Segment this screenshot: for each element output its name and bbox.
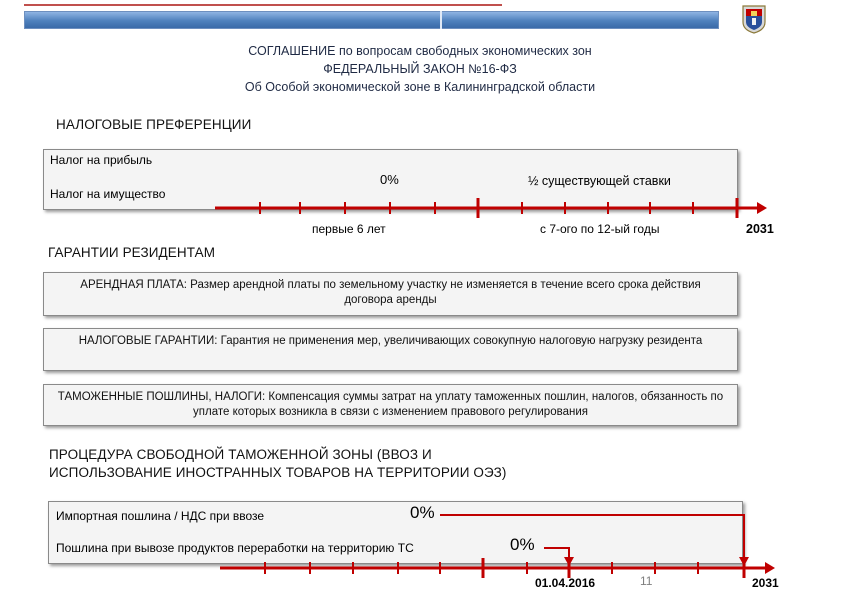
guarantee-customs-label: ТАМОЖЕННЫЕ ПОШЛИНЫ, НАЛОГИ: bbox=[57, 391, 266, 403]
tax-item-property: Налог на имущество bbox=[50, 187, 166, 201]
customs-timeline-arrow bbox=[765, 562, 775, 574]
title-line-3: Об Особой экономической зоне в Калининградской области bbox=[244, 80, 596, 94]
guarantee-tax-label: НАЛОГОВЫЕ ГАРАНТИИ: bbox=[78, 335, 218, 347]
customs-export-label: Пошлина при вывозе продуктов переработки на территорию ТС bbox=[56, 541, 414, 555]
customs-heading-line-2: ИСПОЛЬЗОВАНИЕ ИНОСТРАННЫХ ТОВАРОВ НА ТЕРРИТОРИИ ОЭЗ) bbox=[49, 465, 507, 480]
tax-rate-zero: 0% bbox=[380, 172, 399, 187]
customs-end-year: 2031 bbox=[752, 576, 779, 590]
customs-export-rate: 0% bbox=[510, 535, 535, 554]
customs-import-label: Импортная пошлина / НДС при ввозе bbox=[56, 509, 265, 523]
customs-import-rate: 0% bbox=[410, 503, 435, 522]
tax-end-year: 2031 bbox=[746, 222, 774, 236]
guarantee-rent-text: Размер арендной платы по земельному участку не изменяется в течение всего срока действия договора аренды bbox=[190, 279, 701, 306]
guarantee-customs-text: Компенсация суммы затрат на уплату таможенных пошлин, налогов, обязанность по уплате которых возникла в связи с изменением правового регулирования bbox=[193, 391, 724, 418]
guarantee-rent-label: АРЕНДНАЯ ПЛАТА: bbox=[80, 279, 187, 291]
import-connector-line bbox=[440, 515, 744, 563]
tax-preferences-heading: НАЛОГОВЫЕ ПРЕФЕРЕНЦИИ bbox=[56, 117, 252, 132]
title-line-2: ФЕДЕРАЛЬНЫЙ ЗАКОН №16-ФЗ bbox=[323, 62, 517, 76]
tax-item-profit: Налог на прибыль bbox=[50, 153, 153, 167]
customs-heading-line-1: ПРОЦЕДУРА СВОБОДНОЙ ТАМОЖЕННОЙ ЗОНЫ (ВВОЗ И bbox=[49, 447, 432, 462]
guarantees-heading: ГАРАНТИИ РЕЗИДЕНТАМ bbox=[48, 245, 216, 260]
tax-rate-half: ½ существующей ставки bbox=[528, 174, 671, 188]
tax-period-first: первые 6 лет bbox=[312, 222, 386, 236]
page-number: 11 bbox=[640, 574, 653, 588]
customs-date: 01.04.2016 bbox=[535, 576, 596, 590]
export-connector-line bbox=[544, 548, 569, 563]
title-line-1: СОГЛАШЕНИЕ по вопросам свободных экономических зон bbox=[248, 44, 592, 58]
tax-period-second: с 7-ого по 12-ый годы bbox=[540, 222, 660, 236]
guarantee-tax-text: Гарантия не применения мер, увеличивающих совокупную налоговую нагрузку резидента bbox=[220, 335, 703, 347]
